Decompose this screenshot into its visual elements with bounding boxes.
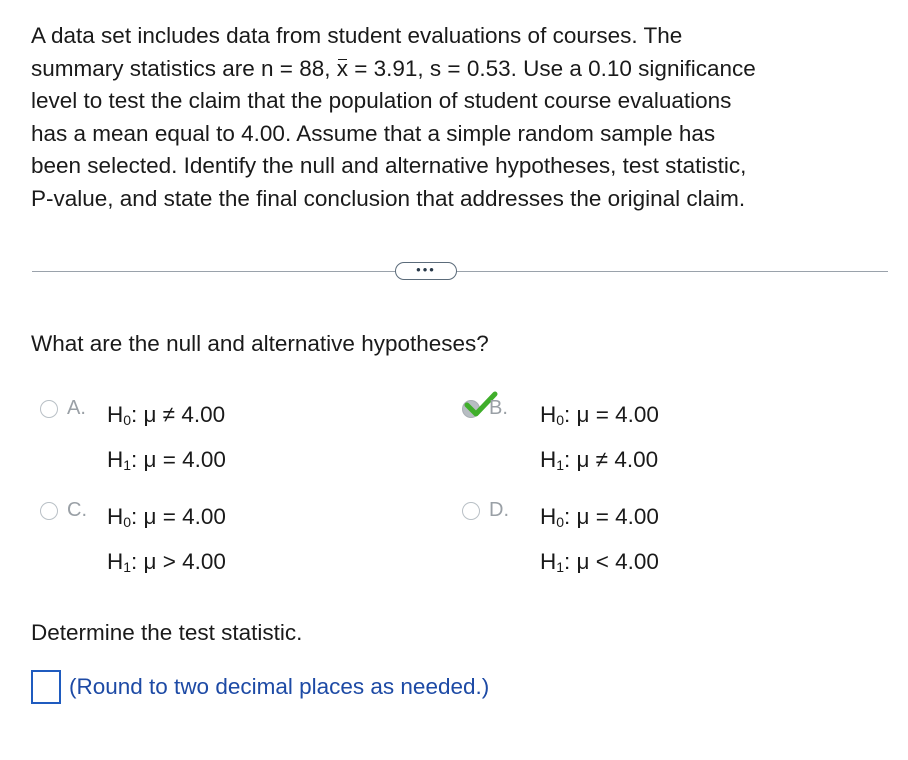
problem-line-5: been selected. Identify the null and alternative hypotheses, test statistic, (31, 153, 747, 178)
test-statistic-prompt: Determine the test statistic. (31, 620, 303, 645)
test-statistic-input[interactable] (31, 670, 61, 704)
alternative-hypothesis: $H_1$: μ < 4.00 (540, 549, 659, 575)
problem-line-6: P-value, and state the final conclusion that addresses the original claim. (31, 185, 746, 211)
problem-line-1: A data set includes data from student evaluations of courses. The (31, 23, 683, 48)
choice-b-hypotheses (540, 395, 659, 485)
choice-letter-b: B. (489, 397, 508, 419)
problem-line-3: level to test the claim that the population of student course evaluations (31, 88, 732, 113)
problem-line-2-prefix: summary statistics are n = 88, (31, 55, 337, 81)
radio-c[interactable] (40, 502, 58, 520)
choice-letter-c: C. (67, 499, 87, 521)
null-hypothesis: $H_0$: μ = 4.00 (540, 402, 659, 428)
problem-statement (31, 20, 871, 215)
choice-letter-d: D. (489, 499, 509, 521)
null-hypothesis: $H_0$: μ = 4.00 (540, 504, 659, 530)
alternative-hypothesis: $H_1$: μ ≠ 4.00 (540, 447, 659, 473)
choice-letter-a: A. (67, 397, 86, 419)
choice-c-hypotheses (107, 497, 226, 587)
radio-a[interactable] (40, 400, 58, 418)
choice-a-hypotheses (107, 395, 226, 485)
radio-d[interactable] (462, 502, 480, 520)
question-text: What are the null and alternative hypotheses? (31, 331, 489, 356)
choice-d-hypotheses (540, 497, 659, 587)
alternative-hypothesis: $H_1$: μ > 4.00 (107, 549, 226, 575)
problem-line-4: has a mean equal to 4.00. Assume that a simple random sample has (31, 120, 716, 146)
rounding-hint: (Round to two decimal places as needed.) (69, 674, 490, 699)
alternative-hypothesis: $H_1$: μ = 4.00 (107, 447, 226, 473)
x-bar-symbol: x (337, 53, 348, 86)
null-hypothesis: $H_0$: μ ≠ 4.00 (107, 402, 226, 428)
problem-line-2-suffix: = 3.91, s = 0.53. Use a 0.10 significance (347, 55, 756, 81)
problem-line-2 (31, 53, 871, 86)
null-hypothesis: $H_0$: μ = 4.00 (107, 504, 226, 530)
expand-more-button[interactable]: ••• (395, 262, 457, 280)
answer-row (31, 670, 489, 704)
section-divider (32, 271, 888, 272)
